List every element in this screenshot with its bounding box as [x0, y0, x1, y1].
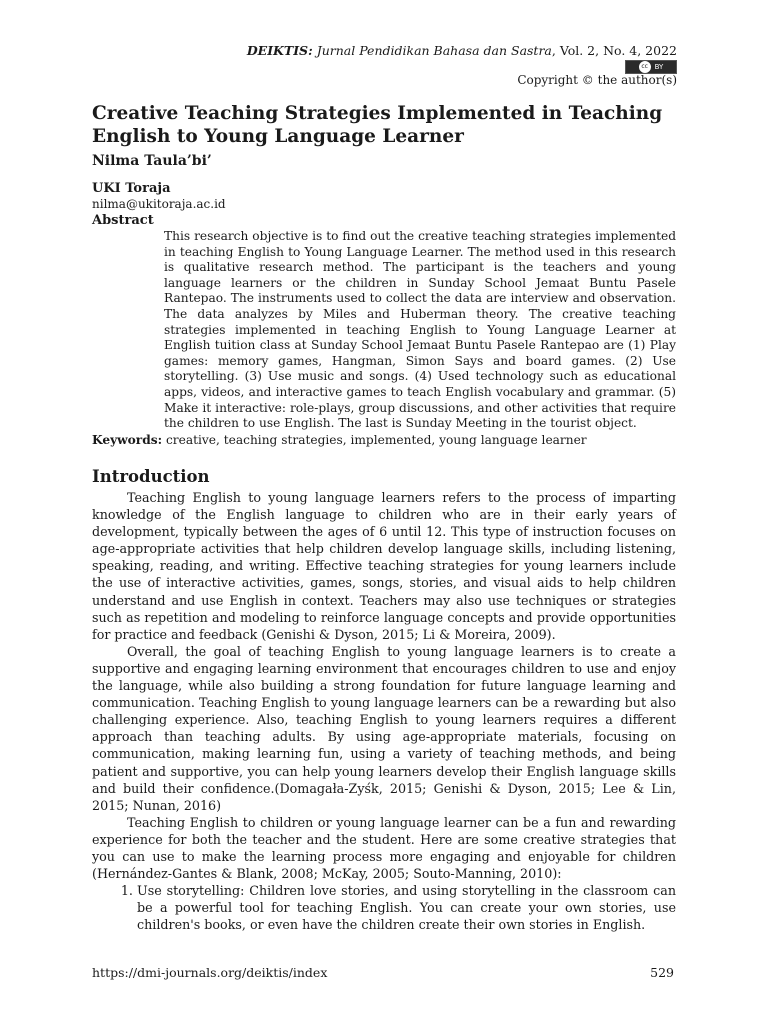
page-number: 529	[650, 965, 674, 980]
cc-icon: cc	[639, 61, 651, 73]
journal-citation	[247, 43, 677, 58]
abstract-text: This research objective is to find out the creative teaching strategies implemented in teaching English to Young Language Learner. The method used in this research is qualitative research method. The participant is the teachers and young language learners or the children in Sunday School Jemaat Buntu Pasele Rantepao. The instruments used to collect the data are interview and observation. The data analyzes by Miles and Huberman theory. The creative teaching strategies implemented in teaching English to Young Language Learner at English tuition class at Sunday School Jemaat Buntu Pasele Rantepao are (1) Play games: memory games, Hangman, Simon Says and board games. (2) Use storytelling. (3) Use music and songs. (4) Used technology such as educational apps, videos, and interactive games to teach English vocabulary and grammar. (5) Make it interactive: role-plays, group discussions, and other activities that require the children to use English. The last is Sunday Meeting in the tourist object.	[164, 229, 676, 431]
list-item: 1. Use storytelling: Children love stories, and using storytelling in the classroom can be a powerful tool for teaching English. You can create your own stories, use children's books, or even have the children create their own stories in English.	[137, 882, 676, 933]
abstract-heading: Abstract	[92, 213, 154, 228]
journal-abbreviation: DEIKTIS:	[246, 43, 313, 58]
journal-name: Jurnal Pendidikan Bahasa dan Sastra	[316, 43, 552, 58]
copyright-notice: Copyright © the author(s)	[517, 73, 677, 87]
introduction-body	[92, 489, 676, 933]
author-affiliation: UKI Toraja	[92, 181, 171, 196]
license-label: BY	[654, 63, 664, 71]
introduction-heading: Introduction	[92, 467, 210, 486]
creative-commons-badge[interactable]	[625, 60, 677, 74]
keywords-list: creative, teaching strategies, implemented, young language learner	[162, 433, 587, 447]
article-title: Creative Teaching Strategies Implemented in Teaching English to Young Language Learner	[92, 103, 663, 147]
author-email[interactable]: nilma@ukitoraja.ac.id	[92, 197, 226, 211]
keywords-line	[92, 433, 587, 447]
intro-paragraph: Teaching English to children or young language learner can be a fun and rewarding experience for both the teacher and the student. Here are some creative strategies that you can use to make the learning process more engaging and enjoyable for children (Hernández-Gantes & Blank, 2008; McKay, 2005; Souto-Manning, 2010):	[92, 814, 676, 882]
author-name: Nilma Taula’bi’	[92, 153, 212, 169]
keywords-label: Keywords:	[92, 433, 163, 447]
strategy-list	[92, 882, 676, 933]
intro-paragraph: Overall, the goal of teaching English to young language learners is to create a supportive and engaging learning environment that encourages children to use and enjoy the language, while also building a strong foundation for future language learning and communication. Teaching English to young language learners can be a rewarding but also challenging experience. Also, teaching English to young learners requires a different approach than teaching adults. By using age-appropriate materials, focusing on communication, making learning fun, using a variety of teaching methods, and being patient and supportive, you can help young learners develop their English language skills and build their confidence.(Domagała-Zyśk, 2015; Genishi & Dyson, 2015; Lee & Lin, 2015; Nunan, 2016)	[92, 643, 676, 813]
intro-paragraph: Teaching English to young language learners refers to the process of imparting knowledge of the English language to children who are in their early years of development, typically between the ages of 6 until 12. This type of instruction focuses on age-appropriate activities that help children develop language skills, including listening, speaking, reading, and writing. Effective teaching strategies for young learners include the use of interactive activities, games, songs, stories, and visual aids to help children understand and use English in context. Teachers may also use techniques or strategies such as repetition and modeling to reinforce language concepts and provide opportunities for practice and feedback (Genishi & Dyson, 2015; Li & Moreira, 2009).	[92, 490, 676, 642]
footer-url[interactable]: https://dmi-journals.org/deiktis/index	[92, 965, 328, 980]
volume-info: , Vol. 2, No. 4, 2022	[551, 43, 677, 58]
